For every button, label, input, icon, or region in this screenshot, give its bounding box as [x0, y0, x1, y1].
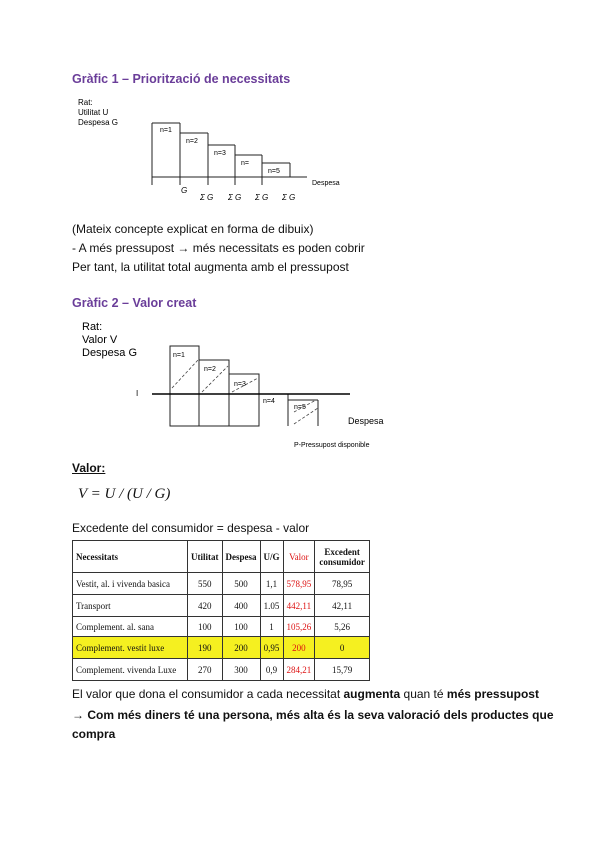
cell-spend: 200: [222, 637, 260, 659]
cell-spend: 400: [222, 595, 260, 617]
graph1-sum-4: Σ G: [282, 193, 296, 202]
conclusion-emph-budget: més pressupost: [446, 687, 539, 701]
cell-surplus: 0: [315, 637, 370, 659]
cell-surplus: 15,79: [315, 659, 370, 681]
graph2-legend-value: Valor V: [82, 334, 118, 346]
graph1-x-label: Despesa: [312, 180, 340, 187]
conclusion-text-c: quan té: [400, 687, 447, 701]
graph1-sum-1: Σ G: [200, 193, 214, 202]
graph1-g-label: G: [181, 186, 188, 195]
header-ug: U/G: [260, 541, 283, 573]
conclusion-line-3: compra: [72, 727, 116, 741]
surplus-definition: Excedente del consumidor = despesa - valor: [72, 521, 310, 535]
cell-surplus: 42,11: [315, 595, 370, 617]
graph1-title: Gràfic 1 – Priorització de necessitats: [72, 72, 291, 86]
cell-spend: 300: [222, 659, 260, 681]
cell-need: Complement. al. sana: [73, 617, 188, 637]
table-row-highlighted: [73, 637, 370, 659]
header-value: Valor: [283, 541, 315, 573]
needs-table: [72, 540, 370, 681]
cell-surplus: 78,95: [315, 573, 370, 595]
cell-spend: 500: [222, 573, 260, 595]
graph2-budget-label: P-Pressupost disponible: [294, 442, 370, 449]
table-row: [73, 659, 370, 681]
cell-value: 578,95: [283, 573, 315, 595]
valor-heading: Valor:: [72, 461, 106, 475]
note-line-3: Per tant, la utilitat total augmenta amb el pressupost: [72, 260, 349, 274]
graph2-y-mark: I: [136, 389, 139, 398]
cell-need: Transport: [73, 595, 188, 617]
conclusion-text-a: El valor que dona el consumidor a cada necessitat: [72, 687, 344, 701]
cell-ug: 0,95: [260, 637, 283, 659]
header-utility: Utilitat: [188, 541, 223, 573]
header-needs: Necessitats: [73, 541, 188, 573]
valor-formula: V = U / (U / G): [78, 486, 171, 502]
table-row: [73, 595, 370, 617]
graph1-legend-rat: Rat:: [78, 98, 93, 107]
note-line-2: - A més pressupost → més necessitats es poden cobrir: [72, 241, 365, 255]
conclusion-line-1: [72, 687, 539, 701]
cell-utility: 100: [188, 617, 223, 637]
cell-spend: 100: [222, 617, 260, 637]
graph1-diagram: [72, 95, 372, 215]
graph2-title: Gràfic 2 – Valor creat: [72, 296, 197, 310]
graph2-x-label: Despesa: [348, 416, 384, 426]
cell-value: 284,21: [283, 659, 315, 681]
cell-utility: 550: [188, 573, 223, 595]
graph1-label-n4: n=: [241, 160, 249, 167]
cell-utility: 270: [188, 659, 223, 681]
cell-ug: 1,1: [260, 573, 283, 595]
cell-value: 442,11: [283, 595, 315, 617]
cell-ug: 0,9: [260, 659, 283, 681]
conclusion-line-2: → Com més diners té una persona, més alta és la seva valoració dels productes que: [72, 708, 554, 722]
cell-ug: 1: [260, 617, 283, 637]
table-header-row: [73, 541, 370, 573]
table-row: [73, 617, 370, 637]
cell-ug: 1.05: [260, 595, 283, 617]
cell-need: Complement. vestit luxe: [73, 637, 188, 659]
cell-utility: 420: [188, 595, 223, 617]
cell-utility: 190: [188, 637, 223, 659]
cell-need: Vestit, al. i vivenda basica: [73, 573, 188, 595]
header-spend: Despesa: [222, 541, 260, 573]
graph1-sum-3: Σ G: [255, 193, 269, 202]
graph2-legend-spend: Despesa G: [82, 347, 138, 359]
table-row: [73, 573, 370, 595]
graph2-label-n5: n=5: [294, 404, 306, 411]
graph1-label-n1: n=1: [160, 127, 172, 134]
cell-value: 200: [283, 637, 315, 659]
conclusion-emph-augmenta: augmenta: [343, 687, 401, 701]
cell-need: Complement. vivenda Luxe: [73, 659, 188, 681]
note-line-1: (Mateix concepte explicat en forma de dibuix): [72, 222, 314, 236]
cell-surplus: 5,26: [315, 617, 370, 637]
cell-value: 105,26: [283, 617, 315, 637]
graph2-label-n4: n=4: [263, 398, 275, 405]
graph1-legend-utility: Utilitat U: [78, 108, 109, 117]
graph2-label-n3: n=3: [234, 381, 246, 388]
graph2-diagram: [72, 316, 402, 456]
graph1-label-n2: n=2: [186, 138, 198, 145]
graph1-label-n5: n=5: [268, 168, 280, 175]
graph2-legend-rat: Rat:: [82, 321, 103, 333]
graph2-label-n1: n=1: [173, 352, 185, 359]
graph1-legend-spend: Despesa G: [78, 118, 119, 127]
header-surplus: Excedent consumidor: [315, 541, 370, 573]
graph2-label-n2: n=2: [204, 366, 216, 373]
graph1-sum-2: Σ G: [228, 193, 242, 202]
graph1-label-n3: n=3: [214, 150, 226, 157]
